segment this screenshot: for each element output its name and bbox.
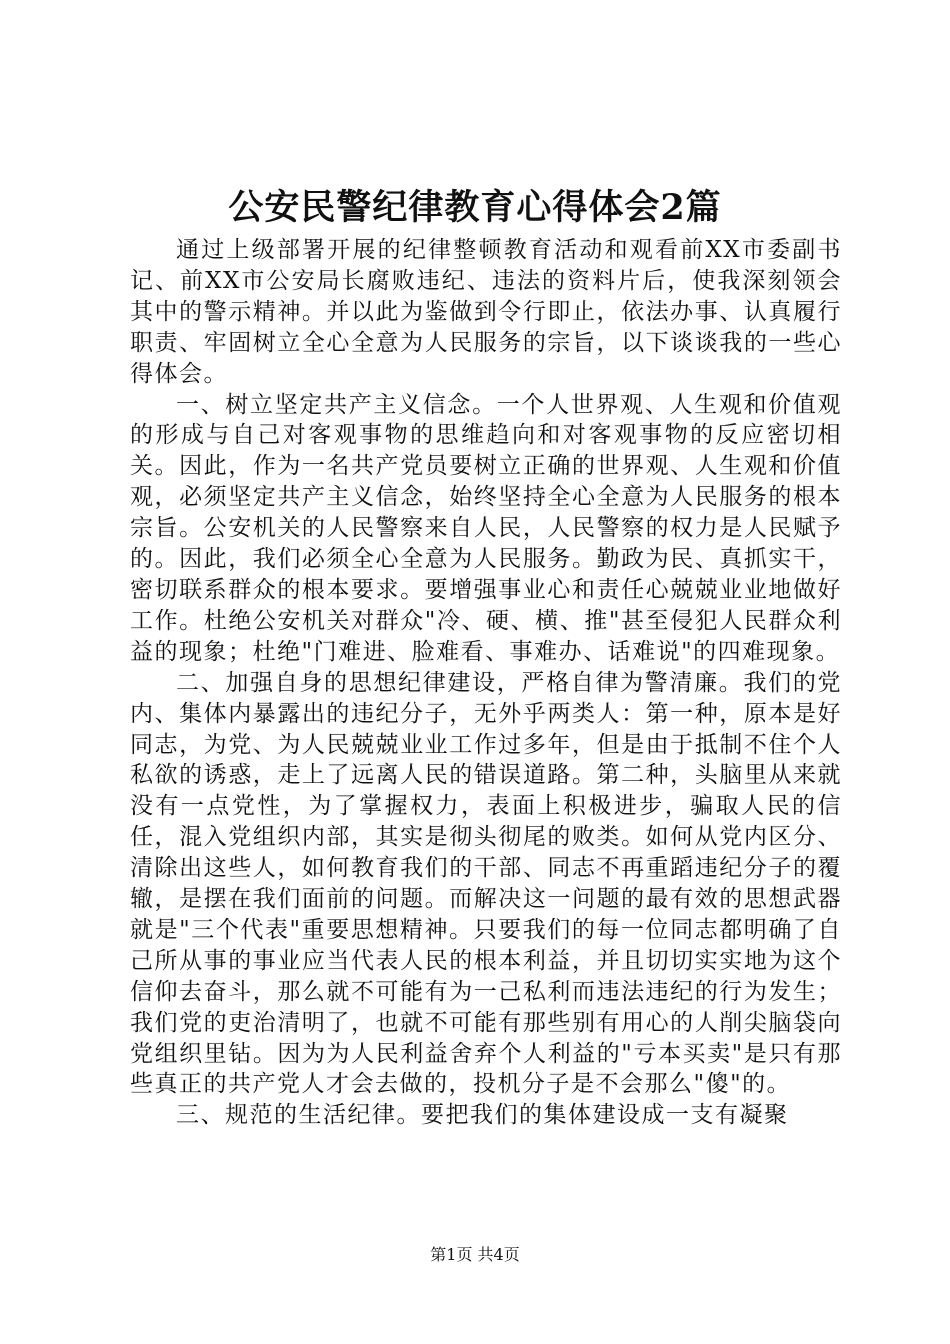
page-footer: 第1页 共4页 (430, 1245, 520, 1264)
document-body (130, 235, 842, 1131)
paragraph-section-3: 三、规范的生活纪律。要把我们的集体建设成一支有凝聚 (176, 1102, 789, 1129)
paragraph-section-2: 二、加强自身的思想纪律建设，严格自律为警清廉。我们的党内、集体内暴露出的违纪分子，无外乎两类人：第一种，原本是好同志，为党、为人民兢兢业业工作过多年，但是由于抵制不住个人私欲的诱惑，走上了远离人民的错误道路。第二种，头脑里从来就没有一点党性，为了掌握权力，表面上积极进步，骗取人民的信任，混入党组织内部，其实是彻头彻尾的败类。如何从党内区分、清除出这些人，如何教育我们的干部、同志不再重蹈违纪分子的覆辙，是摆在我们面前的问题。而解决这一问题的最有效的思想武器就是"三个代表"重要思想精神。只要我们的每一位同志都明确了自己所从事的事业应当代表人民的根本利益，并且切切实实地为这个信仰去奋斗，那么就不可能有为一己私利而违法违纪的行为发生；我们党的吏治清明了，也就不可能有那些别有用心的人削尖脑袋向党组织里钻。因为为人民利益舍弃个人利益的"亏本买卖"是只有那些真正的共产党人才会去做的，投机分子是不会那么"傻"的。 (130, 669, 842, 1098)
document-title: 公安民警纪律教育心得体会2篇 (228, 187, 722, 228)
paragraph-section-1: 一、树立坚定共产主义信念。一个人世界观、人生观和价值观的形成与自己对客观事物的思维趋向和对客观事物的反应密切相关。因此，作为一名共产党员要树立正确的世界观、人生观和价值观，必须坚定共产主义信念，始终坚持全心全意为人民服务的根本宗旨。公安机关的人民警察来自人民，人民警察的权力是人民赋予的。因此，我们必须全心全意为人民服务。勤政为民、真抓实干，密切联系群众的根本要求。要增强事业心和责任心兢兢业业地做好工作。杜绝公安机关对群众"冷、硬、横、推"甚至侵犯人民群众利益的现象；杜绝"门难进、脸难看、事难办、话难说"的四难现象。 (130, 391, 842, 665)
paragraph-intro: 通过上级部署开展的纪律整顿教育活动和观看前XX市委副书记、前XX市公安局长腐败违纪、违法的资料片后，使我深刻领会其中的警示精神。并以此为鉴做到令行即止，依法办事、认真履行职责、牢固树立全心全意为人民服务的宗旨，以下谈谈我的一些心得体会。 (130, 237, 842, 387)
